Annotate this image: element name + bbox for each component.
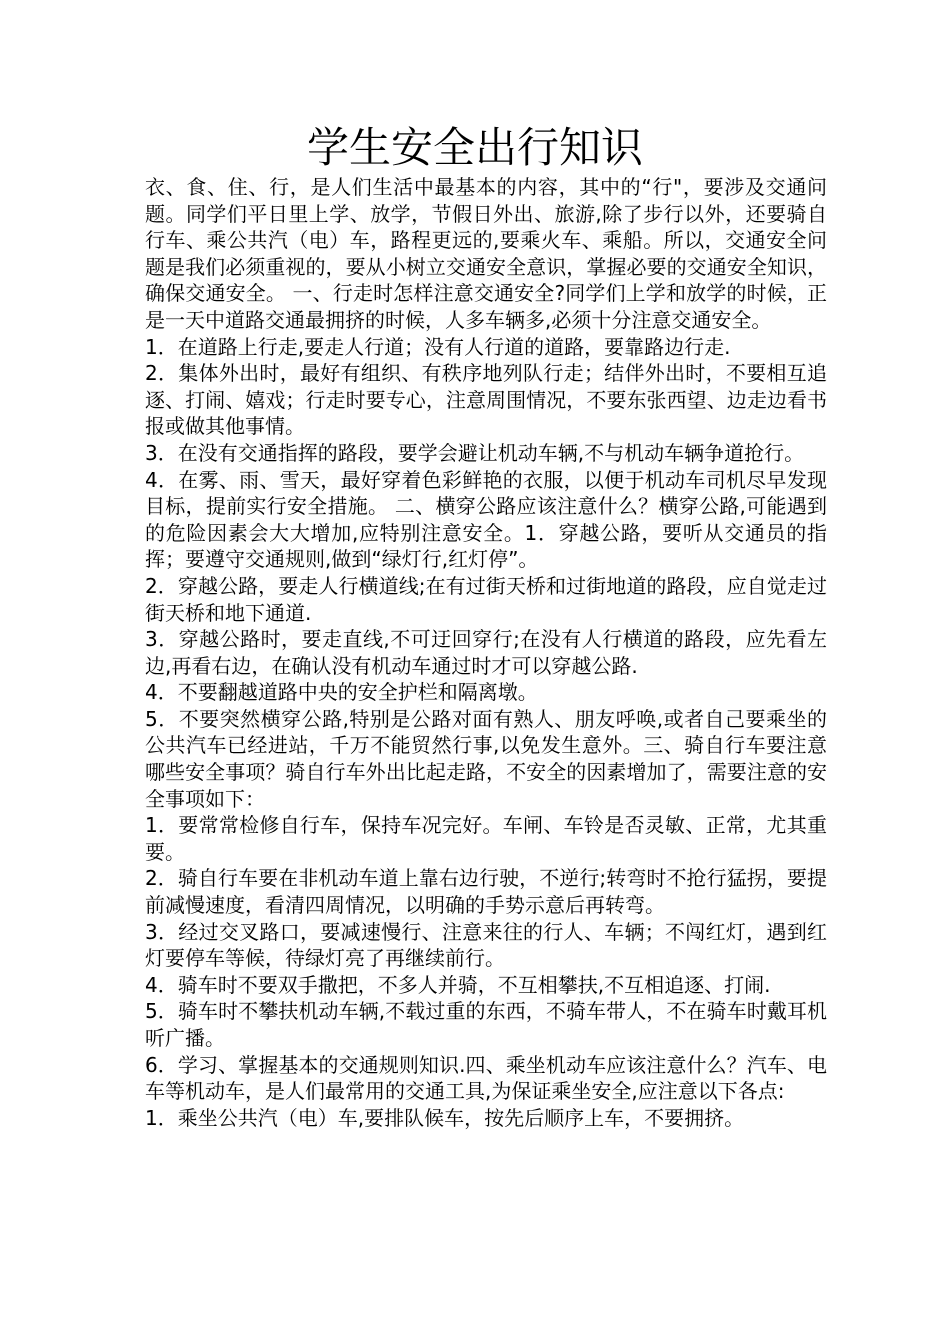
paragraph-walk-3: 3．在没有交通指挥的路段，要学会避让机动车辆,不与机动车辆争道抢行。 (145, 440, 805, 465)
paragraph-bike-3: 3．经过交叉路口，要减速慢行、注意来往的行人、车辆；不闯红灯，遇到红灯要停车等候，待绿灯亮了再继续前行。 (145, 919, 827, 971)
document-title: 学生安全出行知识 (306, 123, 643, 172)
paragraph-cross-3: 3．穿越公路时，要走直线,不可迂回穿行;在没有人行横道的路段，应先看左边,再看右边，在确认没有机动车通过时才可以穿越公路. (145, 627, 827, 678)
paragraph-cross-4: 4．不要翻越道路中央的安全护栏和隔离墩。 (145, 680, 538, 705)
paragraph-bike-2: 2．骑自行车要在非机动车道上靠右边行驶，不逆行;转弯时不抢行猛拐，要提前减慢速度，看清四周情况，以明确的手势示意后再转弯。 (145, 866, 827, 918)
paragraph-bike-5: 5．骑车时不攀扶机动车辆,不载过重的东西，不骑车带人，不在骑车时戴耳机听广播。 (145, 999, 827, 1050)
paragraph-cross-5: 5．不要突然横穿公路,特别是公路对面有熟人、朋友呼唤,或者自己要乘坐的公共汽车已经进站，千万不能贸然行事,以免发生意外。三、骑自行车要注意哪些安全事项？骑自行车外出比起走路，不安全的因素增加了，需要注意的安全事项如下： (145, 706, 827, 811)
paragraph-walk-1: 1．在道路上行走,要走人行道；没有人行道的道路，要靠路边行走. (145, 334, 731, 359)
paragraph-bike-4: 4．骑车时不要双手撒把，不多人并骑，不互相攀扶,不互相追逐、打闹. (145, 972, 771, 997)
paragraph-walk-2: 2．集体外出时，最好有组织、有秩序地列队行走；结伴外出时，不要相互追逐、打闹、嬉戏；行走时要专心，注意周围情况，不要东张西望、边走边看书报或做其他事情。 (145, 361, 827, 439)
paragraph-cross-2: 2．穿越公路，要走人行横道线;在有过街天桥和过街地道的路段，应自觉走过街天桥和地下通道. (145, 573, 827, 625)
paragraph-vehicle-1: 1．乘坐公共汽（电）车,要排队候车，按先后顺序上车，不要拥挤。 (145, 1105, 745, 1130)
paragraph-bike-6: 6．学习、掌握基本的交通规则知识.四、乘坐机动车应该注意什么？汽车、电车等机动车，是人们最常用的交通工具,为保证乘坐安全,应注意以下各点: (145, 1052, 827, 1104)
document-body (145, 174, 827, 1131)
paragraph-intro: 衣、食、住、行，是人们生活中最基本的内容，其中的“行"，要涉及交通问题。同学们平日里上学、放学，节假日外出、旅游,除了步行以外，还要骑自行车、乘公共汽（电）车，路程更远的,要乘火车、乘船。所以，交通安全问题是我们必须重视的，要从小树立交通安全意识，掌握必要的交通安全知识，确保交通安全。 一、行走时怎样注意交通安全?同学们上学和放学的时候，正是一天中道路交通最拥挤的时候，人多车辆多,必须十分注意交通安全。 (145, 175, 827, 332)
paragraph-bike-1: 1．要常常检修自行车，保持车况完好。车闸、车铃是否灵敏、正常，尤其重要。 (145, 813, 827, 864)
paragraph-walk-4: 4．在雾、雨、雪天，最好穿着色彩鲜艳的衣服，以便于机动车司机尽早发现目标，提前实行安全措施。 二、横穿公路应该注意什么？横穿公路,可能遇到的危险因素会大大增加,应特别注意安全。1．穿越公路，要听从交通员的指挥；要遵守交通规则,做到“绿灯行,红灯停”。 (145, 467, 827, 572)
